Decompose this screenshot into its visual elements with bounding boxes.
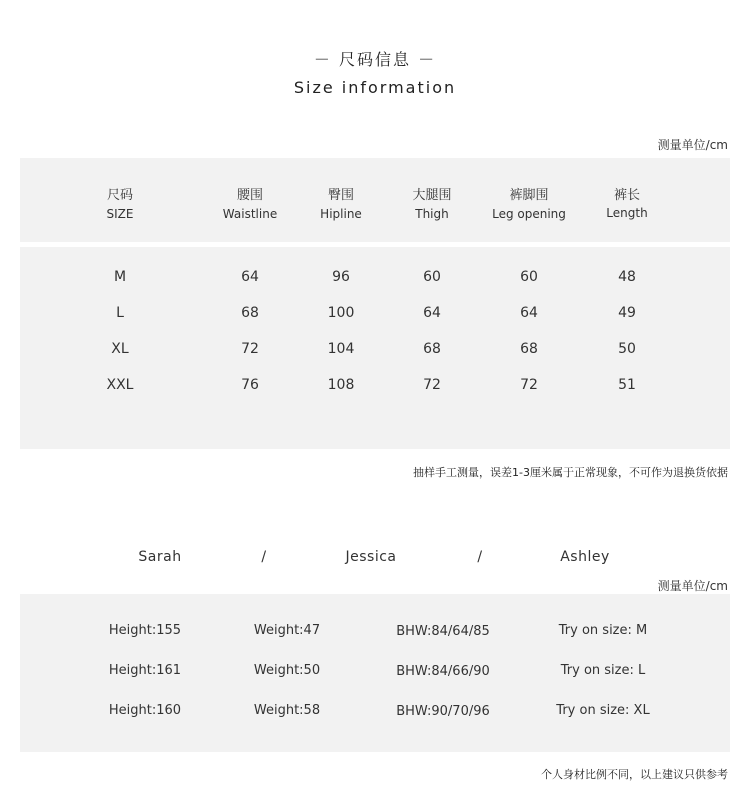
measurement-note: 抽样手工测量，误差1-3厘米属于正常现象，不可作为退换货依据	[413, 466, 728, 479]
model-weight: Weight:47	[253, 623, 321, 638]
table-cell-leg-opening: 72	[520, 377, 538, 393]
table-cell-hip: 100	[327, 305, 355, 321]
header-size-en: SIZE	[106, 207, 134, 221]
model-name-separator: /	[477, 549, 483, 565]
model-bhw: BHW:84/64/85	[396, 624, 490, 639]
table-cell-size: XL	[111, 341, 129, 357]
header-hip-en: Hipline	[320, 207, 362, 221]
table-cell-hip: 96	[332, 269, 350, 285]
model-try-on-size: Try on size: M	[558, 623, 648, 638]
model-bhw: BHW:84/66/90	[396, 664, 490, 679]
header-hip-cn: 臀围	[327, 188, 354, 203]
table-cell-thigh: 68	[423, 341, 441, 357]
model-info-table	[20, 594, 730, 752]
model-try-on-size: Try on size: L	[560, 663, 646, 678]
table-cell-length: 51	[618, 377, 636, 393]
table-cell-length: 50	[618, 341, 636, 357]
table-cell-size: XXL	[106, 377, 134, 393]
model-name-ashley: Ashley	[560, 549, 610, 565]
header-leg-opening-en: Leg opening	[492, 207, 566, 221]
table-cell-thigh: 64	[423, 305, 441, 321]
table-cell-waist: 64	[241, 269, 259, 285]
size-table-header	[20, 158, 730, 242]
header-waist-en: Waistline	[222, 207, 278, 221]
header-size-cn: 尺码	[106, 188, 133, 203]
model-height: Height:155	[108, 623, 182, 638]
table-cell-leg-opening: 68	[520, 341, 538, 357]
table-cell-hip: 104	[327, 341, 355, 357]
header-waist-cn: 腰围	[236, 188, 263, 203]
table-cell-thigh: 72	[423, 377, 441, 393]
size-table-unit-label: 测量单位/cm	[657, 138, 728, 152]
table-cell-waist: 72	[241, 341, 259, 357]
size-info-title-en: Size information	[293, 78, 457, 97]
header-leg-opening-cn: 裤脚围	[509, 188, 549, 203]
model-weight: Weight:50	[253, 663, 321, 678]
table-cell-waist: 68	[241, 305, 259, 321]
model-try-on-size: Try on size: XL	[556, 703, 650, 718]
table-cell-length: 48	[618, 269, 636, 285]
model-height: Height:160	[108, 703, 182, 718]
model-height: Height:161	[108, 663, 182, 678]
model-bhw: BHW:90/70/96	[396, 704, 490, 719]
model-name-separator: /	[261, 549, 267, 565]
header-length-en: Length	[606, 206, 648, 220]
model-table-unit-label: 测量单位/cm	[657, 579, 728, 593]
table-cell-leg-opening: 60	[520, 269, 538, 285]
size-table-body	[20, 247, 730, 449]
table-cell-leg-opening: 64	[520, 305, 538, 321]
model-weight: Weight:58	[253, 703, 321, 718]
footer-note: 个人身材比例不同，以上建议只供参考	[541, 768, 728, 781]
table-cell-hip: 108	[327, 377, 355, 393]
model-name-sarah: Sarah	[138, 549, 182, 565]
table-cell-thigh: 60	[423, 269, 441, 285]
header-thigh-cn: 大腿围	[412, 188, 452, 203]
table-cell-size: L	[116, 305, 124, 321]
table-cell-length: 49	[618, 305, 636, 321]
size-info-title-cn: － 尺码信息 －	[313, 50, 437, 69]
header-length-cn: 裤长	[613, 188, 640, 203]
table-cell-size: M	[113, 269, 127, 285]
header-thigh-en: Thigh	[415, 207, 449, 221]
model-name-jessica: Jessica	[345, 549, 397, 565]
table-cell-waist: 76	[241, 377, 259, 393]
